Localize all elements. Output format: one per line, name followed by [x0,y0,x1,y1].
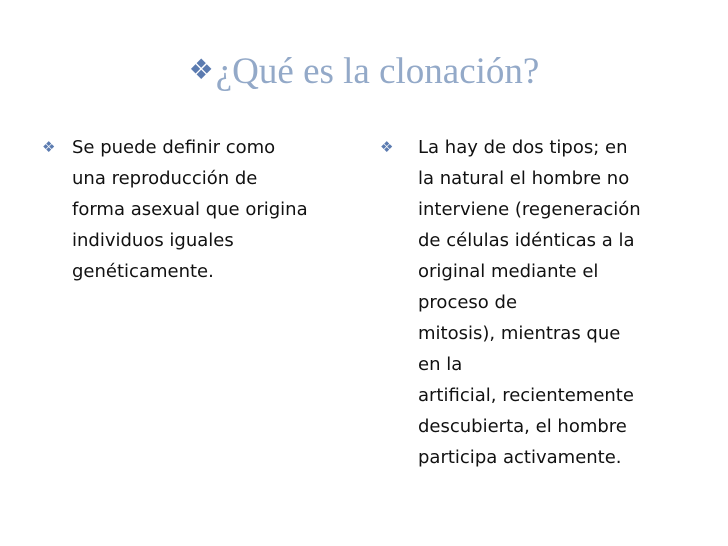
slide-title-text: ¿Qué es la clonación? [215,51,540,92]
right-column-text: La hay de dos tipos; en la natural el hombre no interviene (regeneración de células idénticas a la original mediante el proceso de mitosis), mientras que en la artificial, recientemente descubierta, el hombre participa activamente. [418,137,641,468]
diamond-bullet-icon: ❖ [42,138,56,156]
right-column [380,132,700,473]
diamond-bullet-icon: ❖ [380,138,394,156]
slide-title [0,48,728,95]
left-column-text: Se puede definir como una reproducción de forma asexual que origina individuos iguales genéticamente. [72,137,308,282]
left-column [42,132,362,287]
diamond-bullet-icon: ❖ [188,55,214,86]
